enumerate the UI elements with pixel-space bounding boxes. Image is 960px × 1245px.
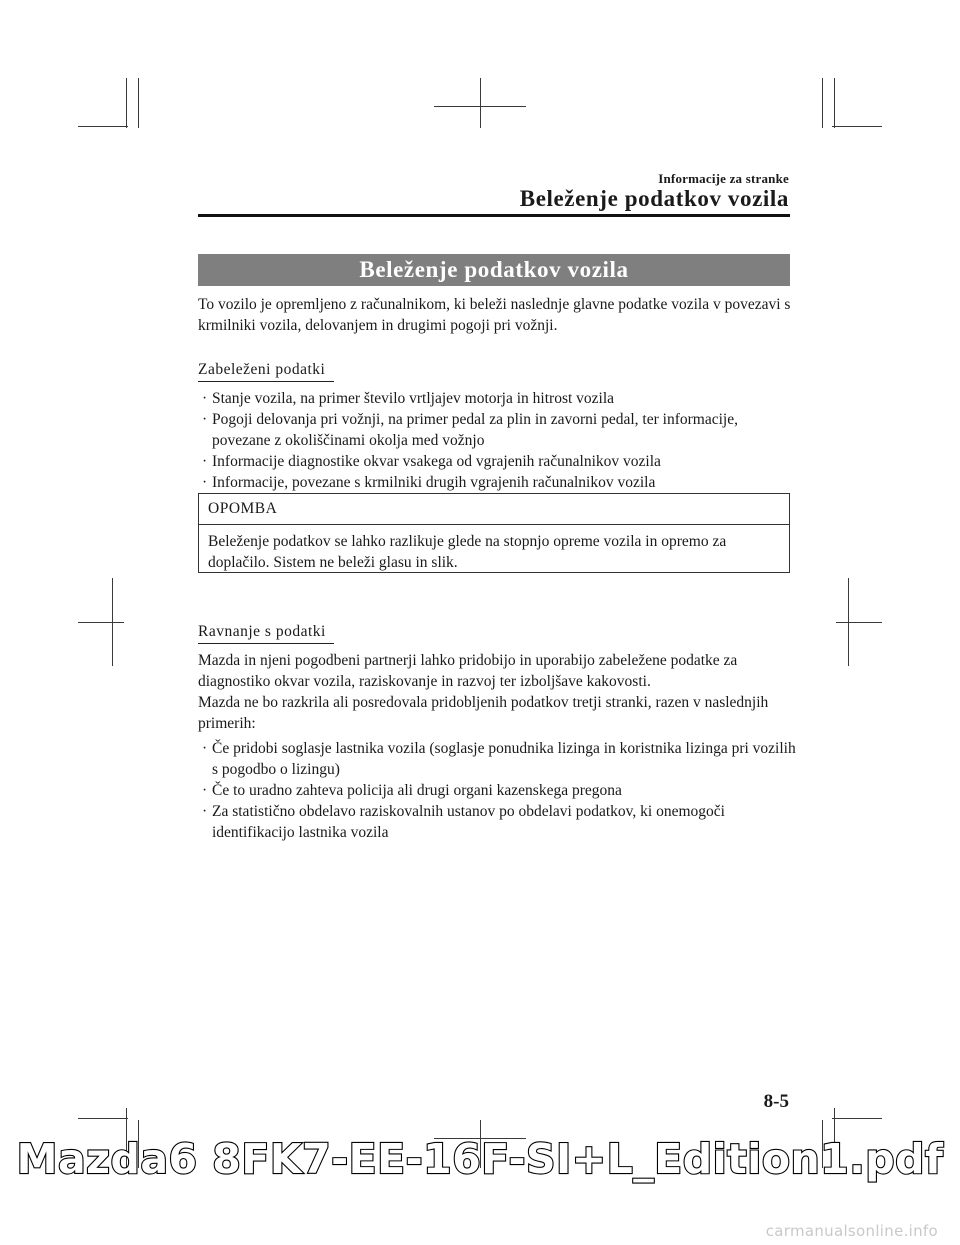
bullet: · [202, 474, 208, 491]
note-body: Beleženje podatkov se lahko razlikuje glede na stopnjo opreme vozila in opremo za doplačilo. Sistem ne beleži glasu in slik. [208, 533, 727, 571]
list-item: · Stanje vozila, na primer število vrtljajev motorja in hitrost vozila [202, 390, 615, 407]
bullet: · [202, 740, 208, 757]
bullet: · [202, 390, 208, 407]
exceptions-list [198, 738, 798, 843]
list-item: · Informacije, povezane s krmilniki drugih vgrajenih računalnikov vozila [202, 474, 656, 491]
subheading-data-handling: Ravnanje s podatki [198, 623, 326, 640]
handling-paragraph-1: Mazda in njeni pogodbeni partnerji lahko pridobijo in uporabijo zabeležene podatke za diagnostiko okvar vozila, raziskovanje in razvoj ter izboljšave kakovosti. [198, 652, 738, 690]
list-item: · Če to uradno zahteva policija ali drugi organi kazenskega pregona [202, 782, 622, 799]
header-rule [198, 214, 790, 217]
section-banner: Beleženje podatkov vozila [198, 254, 790, 286]
page-header-title: Beleženje podatkov vozila [519, 186, 789, 211]
bullet: · [202, 803, 208, 820]
list-item: · Pogoji delovanja pri vožnji, na primer pedal za plin in zavorni pedal, ter informacije, povezane z okoliščinami okolja med vožnjo [202, 411, 738, 449]
bullet: · [202, 411, 208, 428]
subheading-underline [198, 381, 334, 382]
section-header: Informacije za stranke [658, 171, 789, 186]
watermark: carmanualsonline.info [765, 1222, 938, 1240]
subheading-underline [198, 643, 334, 644]
footer-filename: Mazda6 8FK7-EE-16F-SI+L_Edition1.pdf [16, 1135, 944, 1183]
subheading-recorded-data: Zabeleženi podatki [198, 361, 326, 378]
handling-paragraph-2: Mazda ne bo razkrila ali posredovala pridobljenih podatkov tretji stranki, razen v naslednjih primerih: [198, 694, 769, 732]
recorded-data-list [198, 388, 798, 493]
bullet: · [202, 453, 208, 470]
list-item: · Informacije diagnostike okvar vsakega od vgrajenih računalnikov vozila [202, 453, 661, 470]
page-number: 8-5 [763, 1091, 789, 1112]
bullet: · [202, 782, 208, 799]
note-title: OPOMBA [199, 494, 789, 525]
intro-paragraph: To vozilo je opremljeno z računalnikom, ki beleži naslednje glavne podatke vozila v povezavi s krmilniki vozila, delovanjem in drugimi pogoji pri vožnji. [198, 296, 791, 334]
list-item: · Za statistično obdelavo raziskovalnih ustanov po obdelavi podatkov, ki onemogoči identifikacijo lastnika vozila [202, 803, 725, 841]
list-item: · Če pridobi soglasje lastnika vozila (soglasje ponudnika lizinga in koristnika lizinga pri vozilih s pogodbo o lizingu) [202, 740, 796, 778]
note-box [198, 493, 790, 573]
